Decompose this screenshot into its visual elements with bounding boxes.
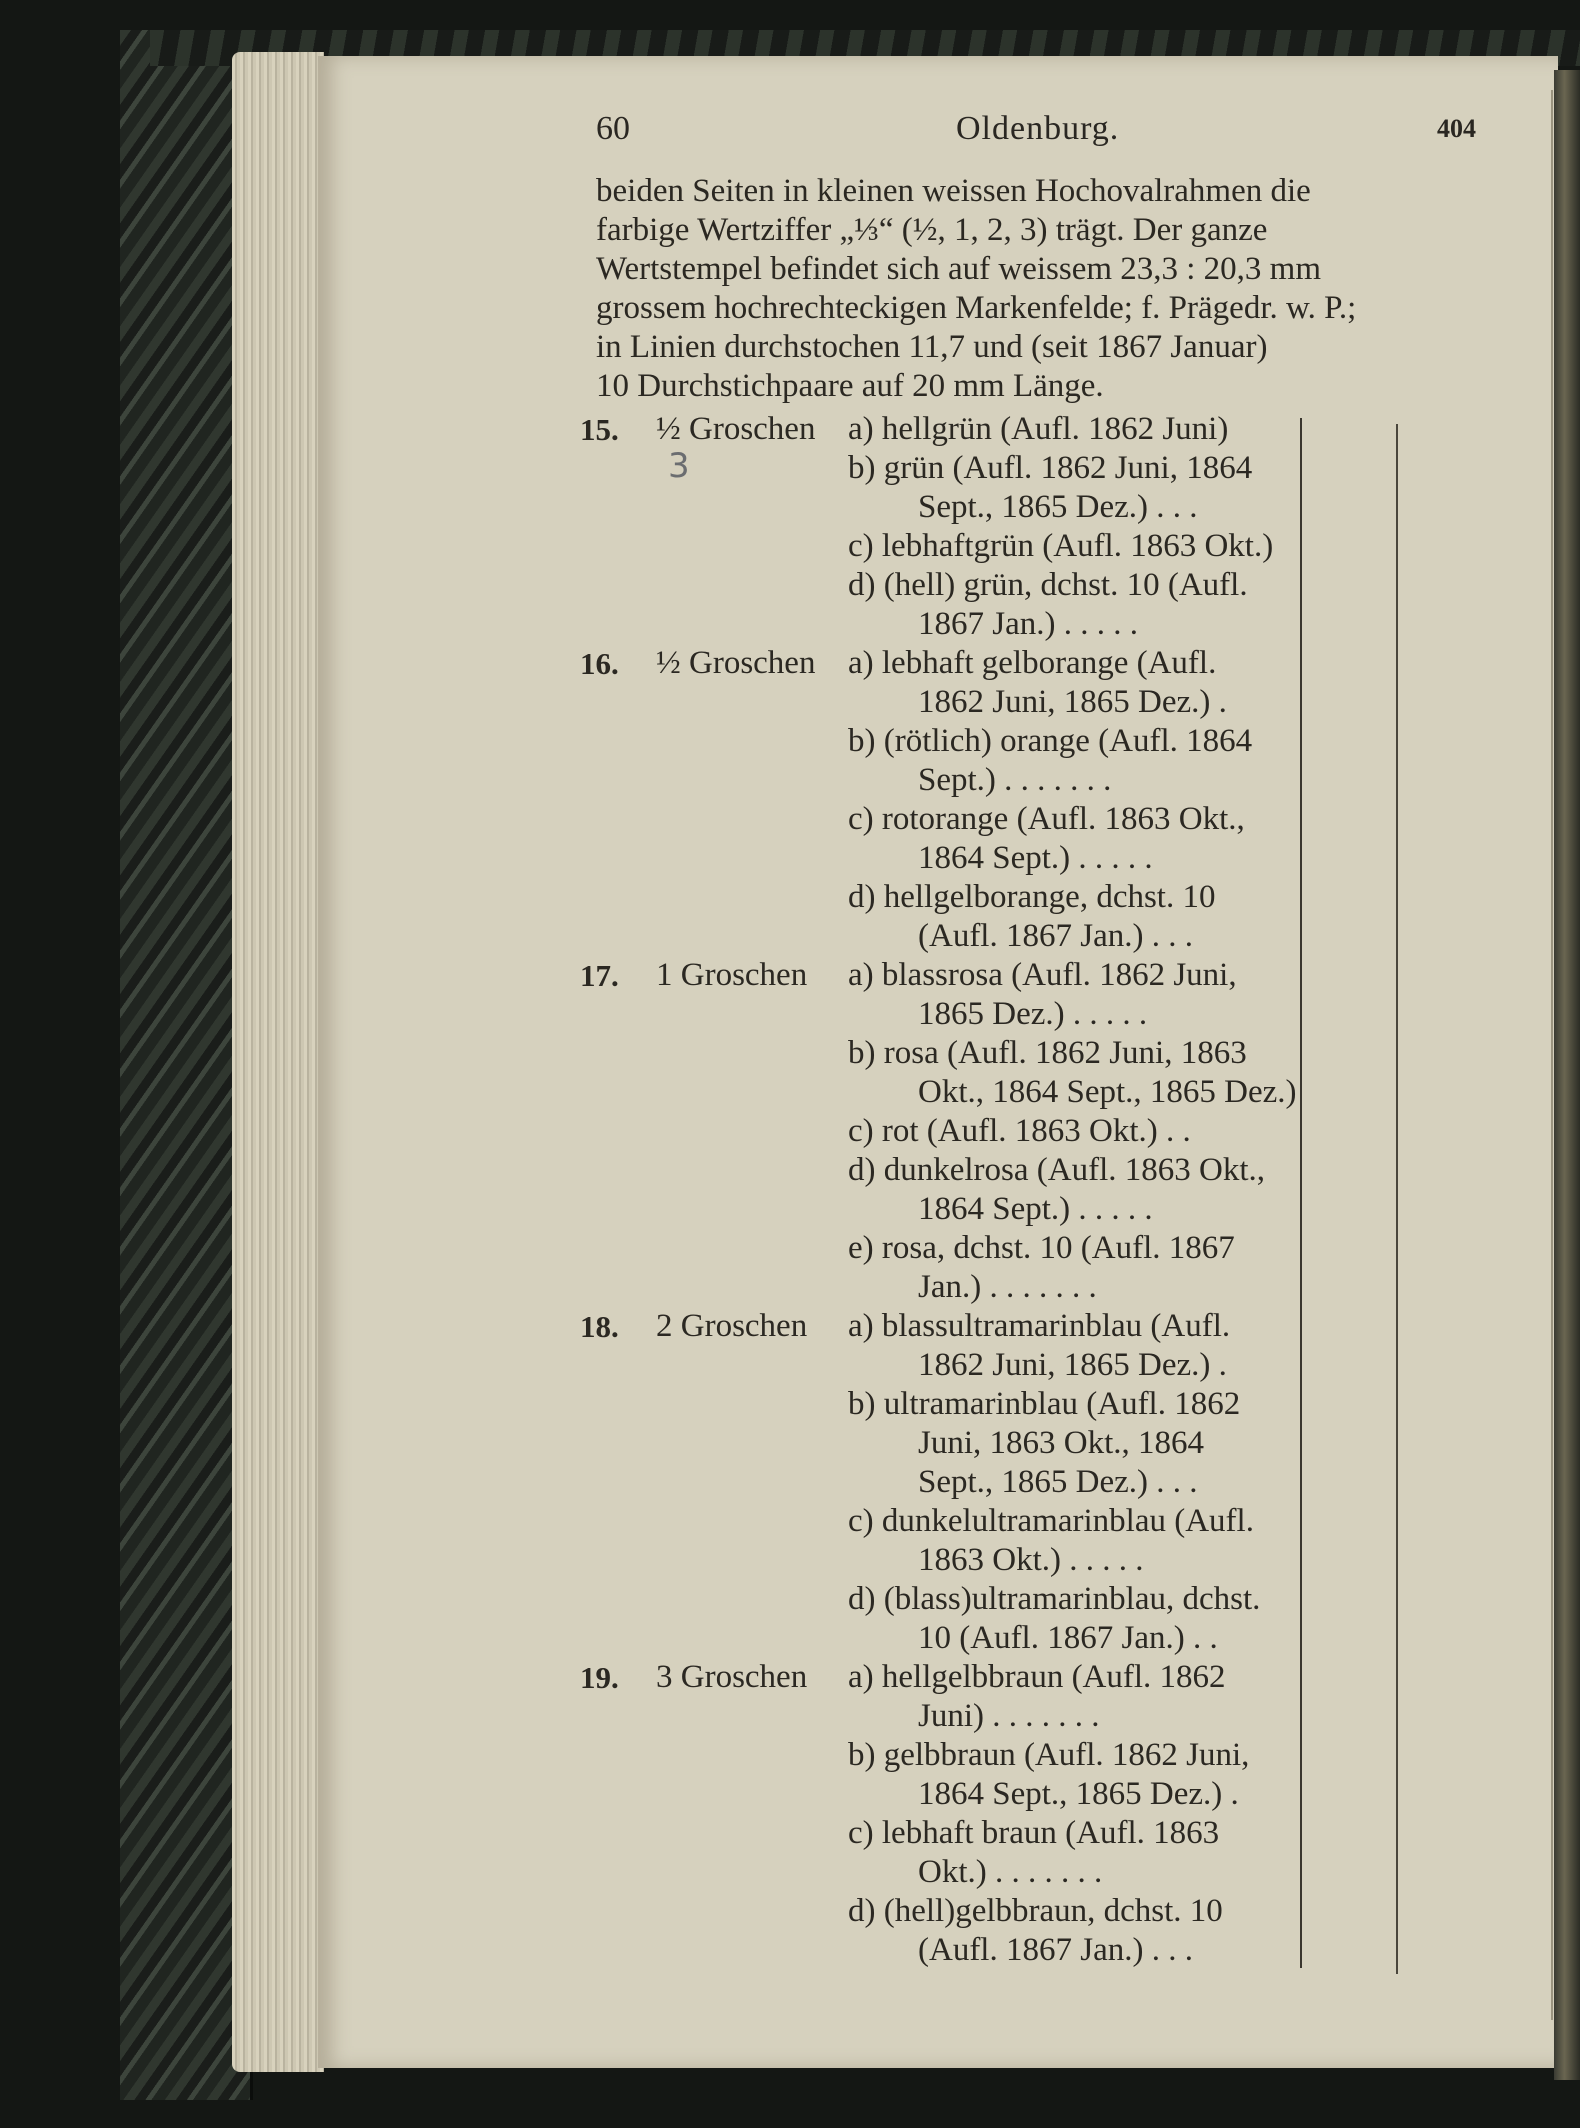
variant-line: c) rotorange (Aufl. 1863 Okt.,	[848, 801, 1245, 837]
intro-line: Wertstempel befindet sich auf weissem 23,3 : 20,3 mm	[596, 251, 1322, 287]
catalog-bracket-line	[1300, 418, 1302, 1968]
entry-number: 19.	[580, 1660, 619, 1695]
catalog-line	[580, 1541, 1300, 1580]
variant-line: d) (hell)gelbbraun, dchst. 10	[848, 1893, 1223, 1929]
catalog-line	[580, 488, 1300, 527]
catalog-line	[580, 1814, 1300, 1853]
variant-continuation: Okt., 1864 Sept., 1865 Dez.)	[918, 1074, 1297, 1110]
entry-number: 17.	[580, 958, 619, 993]
page-number: 60	[596, 110, 630, 147]
catalog-entry	[580, 410, 1300, 644]
page-edges	[232, 52, 324, 2072]
facing-page-edge	[1554, 70, 1580, 2080]
intro-paragraph	[596, 172, 1476, 406]
catalog-line	[580, 1580, 1300, 1619]
catalog-line	[580, 1307, 1300, 1346]
catalog-line	[580, 527, 1300, 566]
variant-continuation: Sept., 1865 Dez.) . . .	[918, 1464, 1198, 1500]
catalog-line	[580, 1112, 1300, 1151]
catalog-line	[580, 1073, 1300, 1112]
variant-line: e) rosa, dchst. 10 (Aufl. 1867	[848, 1230, 1235, 1266]
variant-line: d) (blass)ultramarinblau, dchst.	[848, 1581, 1261, 1617]
entry-number: 15.	[580, 412, 619, 447]
entry-number: 16.	[580, 646, 619, 681]
entry-denomination: 1 Groschen	[656, 957, 808, 993]
catalog-line	[580, 1151, 1300, 1190]
entry-number: 18.	[580, 1309, 619, 1344]
variant-continuation: 1864 Sept., 1865 Dez.) .	[918, 1776, 1239, 1812]
entry-denomination: ½ Groschen	[656, 411, 816, 447]
intro-line: 10 Durchstichpaare auf 20 mm Länge.	[596, 368, 1104, 404]
catalog-line	[580, 917, 1300, 956]
catalog-line	[580, 1619, 1300, 1658]
entry-denomination: ½ Groschen	[656, 645, 816, 681]
catalog-line	[580, 1385, 1300, 1424]
variant-continuation: 1864 Sept.) . . . . .	[918, 840, 1153, 876]
catalog-line	[580, 839, 1300, 878]
variant-continuation: Sept.) . . . . . . .	[918, 762, 1112, 798]
intro-line: in Linien durchstochen 11,7 und (seit 1867 Januar)	[596, 329, 1268, 365]
catalog-line	[580, 1775, 1300, 1814]
variant-line: a) hellgelbbraun (Aufl. 1862	[848, 1659, 1226, 1695]
catalog-line	[580, 1658, 1300, 1697]
variant-continuation: (Aufl. 1867 Jan.) . . .	[918, 918, 1193, 954]
catalog-line	[580, 1424, 1300, 1463]
variant-line: a) hellgrün (Aufl. 1862 Juni)	[848, 411, 1229, 447]
catalog-line	[580, 605, 1300, 644]
intro-line: beiden Seiten in kleinen weissen Hochovalrahmen die	[596, 173, 1311, 209]
catalog-line	[580, 1229, 1300, 1268]
variant-line: c) lebhaft braun (Aufl. 1863	[848, 1815, 1220, 1851]
intro-line: grossem hochrechteckigen Markenfelde; f. Prägedr. w. P.;	[596, 290, 1357, 326]
catalog-line	[580, 761, 1300, 800]
variant-continuation: Okt.) . . . . . . .	[918, 1854, 1103, 1890]
catalog-line	[580, 1502, 1300, 1541]
entry-denomination: 3 Groschen	[656, 1659, 808, 1695]
catalog-line	[580, 1931, 1300, 1970]
catalog-line	[580, 683, 1300, 722]
catalog-line	[580, 1034, 1300, 1073]
catalog-price-column-line	[1396, 424, 1398, 1974]
catalog-line	[580, 878, 1300, 917]
stamp-catalog-entries	[580, 410, 1300, 1970]
variant-continuation: 1863 Okt.) . . . . .	[918, 1542, 1144, 1578]
variant-continuation: (Aufl. 1867 Jan.) . . .	[918, 1932, 1193, 1968]
variant-continuation: Juni, 1863 Okt., 1864	[918, 1425, 1205, 1461]
catalog-entry	[580, 644, 1300, 956]
intro-line: farbige Wertziffer „⅓“ (½, 1, 2, 3) trägt. Der ganze	[596, 212, 1268, 248]
variant-continuation: 1862 Juni, 1865 Dez.) .	[918, 684, 1227, 720]
gutter-line	[1551, 90, 1553, 2020]
variant-continuation: 1865 Dez.) . . . . .	[918, 996, 1148, 1032]
variant-continuation: 10 (Aufl. 1867 Jan.) . .	[918, 1620, 1218, 1656]
variant-line: a) lebhaft gelborange (Aufl.	[848, 645, 1217, 681]
variant-line: d) dunkelrosa (Aufl. 1863 Okt.,	[848, 1152, 1266, 1188]
variant-line: b) ultramarinblau (Aufl. 1862	[848, 1386, 1241, 1422]
variant-line: d) (hell) grün, dchst. 10 (Aufl.	[848, 567, 1248, 603]
catalog-line	[580, 1190, 1300, 1229]
variant-line: a) blassrosa (Aufl. 1862 Juni,	[848, 957, 1237, 993]
entry-denomination: 2 Groschen	[656, 1308, 808, 1344]
variant-line: b) (rötlich) orange (Aufl. 1864	[848, 723, 1253, 759]
variant-continuation: 1862 Juni, 1865 Dez.) .	[918, 1347, 1227, 1383]
variant-line: a) blassultramarinblau (Aufl.	[848, 1308, 1231, 1344]
running-head	[596, 110, 1476, 154]
variant-line: c) rot (Aufl. 1863 Okt.) . .	[848, 1113, 1191, 1149]
catalog-line	[580, 800, 1300, 839]
page-title: Oldenburg.	[956, 110, 1120, 147]
catalog-line	[580, 995, 1300, 1034]
catalog-line	[580, 956, 1300, 995]
catalog-line	[580, 449, 1300, 488]
catalog-entry	[580, 1307, 1300, 1658]
catalog-line	[580, 1346, 1300, 1385]
variant-line: b) grün (Aufl. 1862 Juni, 1864	[848, 450, 1253, 486]
folio-stamp: 404	[1437, 114, 1476, 143]
variant-line: c) lebhaftgrün (Aufl. 1863 Okt.)	[848, 528, 1274, 564]
variant-continuation: 1867 Jan.) . . . . .	[918, 606, 1138, 642]
catalog-line	[580, 566, 1300, 605]
catalog-line	[580, 1697, 1300, 1736]
variant-line: b) gelbbraun (Aufl. 1862 Juni,	[848, 1737, 1250, 1773]
variant-continuation: 1864 Sept.) . . . . .	[918, 1191, 1153, 1227]
variant-continuation: Sept., 1865 Dez.) . . .	[918, 489, 1198, 525]
variant-continuation: Juni) . . . . . . .	[918, 1698, 1100, 1734]
catalog-line	[580, 1268, 1300, 1307]
catalog-line	[580, 722, 1300, 761]
catalog-line	[580, 1892, 1300, 1931]
catalog-line	[580, 1853, 1300, 1892]
variant-line: b) rosa (Aufl. 1862 Juni, 1863	[848, 1035, 1247, 1071]
catalog-line	[580, 644, 1300, 683]
catalog-line	[580, 1736, 1300, 1775]
variant-continuation: Jan.) . . . . . . .	[918, 1269, 1097, 1305]
catalog-entry	[580, 956, 1300, 1307]
variant-line: c) dunkelultramarinblau (Aufl.	[848, 1503, 1254, 1539]
variant-line: d) hellgelborange, dchst. 10	[848, 879, 1216, 915]
catalog-line	[580, 1463, 1300, 1502]
pencil-annotation: 3	[668, 446, 690, 486]
catalog-line	[580, 410, 1300, 449]
catalog-entry	[580, 1658, 1300, 1970]
